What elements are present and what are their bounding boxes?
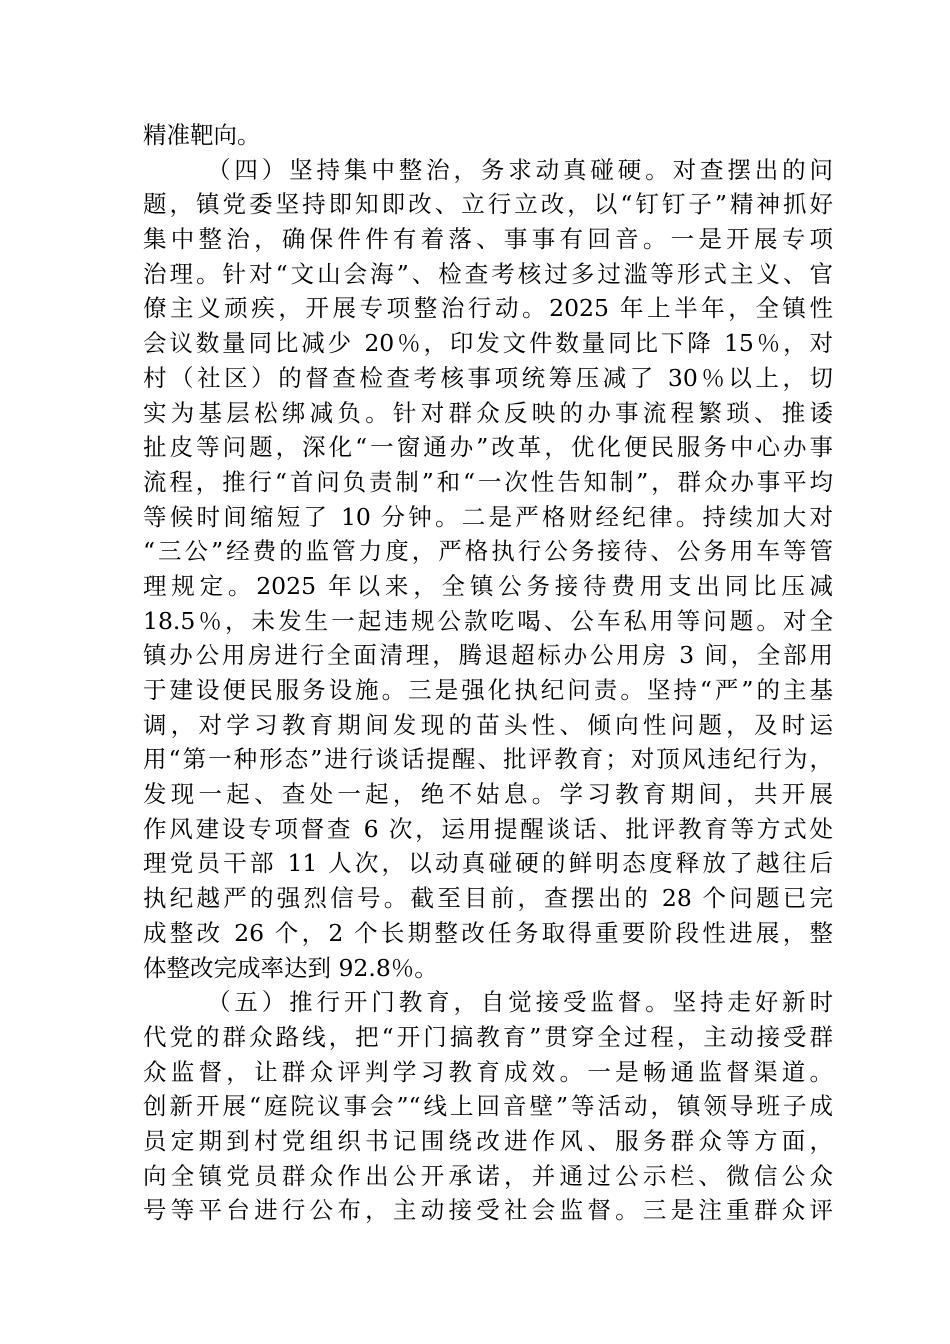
text-line: 等候时间缩短了 10 分钟。二是严格财经纪律。持续加大对	[143, 502, 833, 531]
body-text	[143, 118, 833, 1228]
text-line: 于建设便民服务设施。三是强化执纪问责。坚持“严”的主基	[143, 676, 833, 704]
section-heading-line: （四）坚持集中整治，务求动真碰硬。对查摆出的问	[207, 155, 833, 184]
text-line: 扯皮等问题，深化“一窗通办”改革，优化便民服务中心办事	[143, 433, 833, 462]
text-line: 员定期到村党组织书记围绕改进作风、服务群众等方面，	[143, 1126, 833, 1155]
text-line: 成整改 26 个，2 个长期整改任务取得重要阶段性进展，整	[143, 918, 833, 947]
text-line: 题，镇党委坚持即知即改、立行立改，以“钉钉子”精神抓好	[143, 190, 833, 219]
text-line: 集中整治，确保件件有着落、事事有回音。一是开展专项	[143, 225, 833, 254]
text-line: 镇办公用房进行全面清理，腾退超标办公用房 3 间，全部用	[143, 641, 833, 670]
text-line: “三公”经费的监管力度，严格执行公务接待、公务用车等管	[143, 537, 833, 566]
text-line: 众监督，让群众评判学习教育成效。一是畅通监督渠道。	[143, 1057, 833, 1086]
text-line: 精准靶向。	[143, 121, 261, 149]
text-line: 执纪越严的强烈信号。截至目前，查摆出的 28 个问题已完	[143, 884, 833, 913]
text-line: 用“第一种形态”进行谈话提醒、批评教育；对顶风违纪行为，	[143, 745, 833, 774]
text-line: 发现一起、查处一起，绝不姑息。学习教育期间，共开展	[143, 780, 833, 809]
text-line: 理规定。2025 年以来，全镇公务接待费用支出同比压减	[143, 571, 833, 600]
text-line: 村（社区）的督查检查考核事项统筹压减了 30％以上，切	[143, 363, 833, 392]
text-line: 调，对学习教育期间发现的苗头性、倾向性问题，及时运	[143, 710, 833, 739]
text-line: 流程，推行“首问负责制”和“一次性告知制”，群众办事平均	[143, 467, 833, 496]
text-line: 创新开展“庭院议事会”“线上回音壁”等活动，镇领导班子成	[143, 1092, 833, 1121]
text-line: 体整改完成率达到 92.8％。	[143, 953, 438, 982]
text-line: 号等平台进行公布，主动接受社会监督。三是注重群众评	[143, 1196, 833, 1225]
text-line: 实为基层松绑减负。针对群众反映的办事流程繁琐、推诿	[143, 398, 833, 427]
text-line: 僚主义顽疾，开展专项整治行动。2025 年上半年，全镇性	[143, 294, 833, 323]
text-line: 作风建设专项督查 6 次，运用提醒谈话、批评教育等方式处	[143, 814, 833, 843]
text-line: 会议数量同比减少 20％，印发文件数量同比下降 15％，对	[143, 329, 833, 358]
text-line: 代党的群众路线，把“开门搞教育”贯穿全过程，主动接受群	[143, 1022, 833, 1051]
text-line: 理党员干部 11 人次，以动真碰硬的鲜明态度释放了越往后	[143, 849, 833, 878]
section-heading-line: （五）推行开门教育，自觉接受监督。坚持走好新时	[207, 988, 833, 1017]
text-line: 18.5％，未发生一起违规公款吃喝、公车私用等问题。对全	[143, 606, 833, 635]
text-line: 治理。针对“文山会海”、检查考核过多过滥等形式主义、官	[143, 259, 833, 288]
text-line: 向全镇党员群众作出公开承诺，并通过公示栏、微信公众	[143, 1161, 833, 1190]
